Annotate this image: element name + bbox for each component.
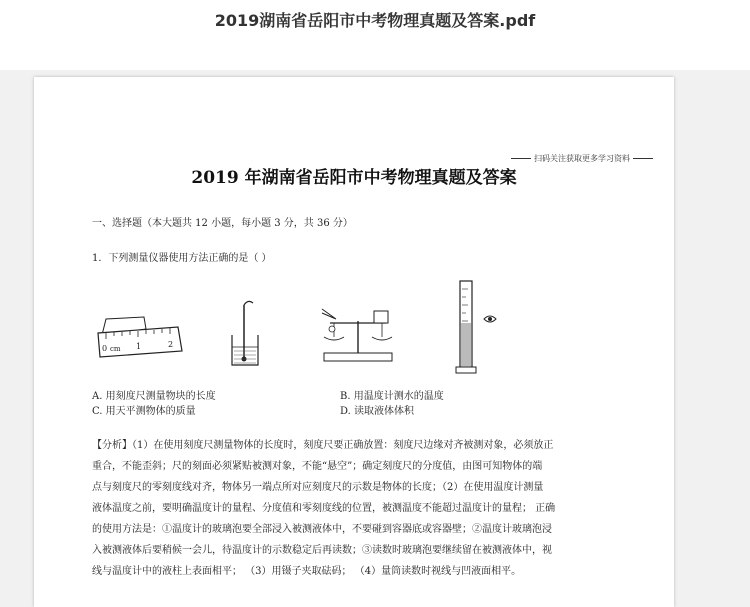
file-title: 2019湖南省岳阳市中考物理真题及答案.pdf [214, 11, 536, 30]
option-b: B. 用温度计测水的温度 [340, 391, 444, 402]
analysis-line-6: 入被测液体后要稍候一会儿，待温度计的示数稳定后再读数；③读数时玻璃泡要继续留在被测液体中，视 [92, 545, 552, 556]
balance-object [374, 311, 388, 323]
cylinder-liquid [461, 323, 471, 366]
header-dash-left [511, 158, 531, 159]
balance-left-pan [324, 337, 344, 340]
tweezers-icon [322, 309, 336, 319]
section-heading: 一、选择题（本大题共 12 小题，每小题 3 分，共 36 分） [92, 218, 353, 229]
ruler-one-label: 1 [136, 342, 142, 351]
cylinder-base [456, 367, 476, 373]
figure-cylinder [454, 279, 514, 379]
pdf-page [34, 77, 674, 607]
header-dash-right [633, 158, 653, 159]
analysis-line-1: 【分析】（1）在使用刻度尺测量物体的长度时，刻度尺要正确放置：刻度尺边缘对齐被测对象，必须放正 [92, 440, 554, 451]
thermometer-holder [244, 301, 253, 305]
balance-right-pan [372, 337, 392, 340]
ruler-zero-label: 0 [102, 344, 108, 353]
analysis-line-3: 点与刻度尺的零刻度线对齐，物体另一端点所对应刻度尺的示数是物体的长度；（2）在使用温度计测量 [92, 482, 544, 493]
viewer-toolbar [0, 0, 750, 70]
analysis-line-7: 线与温度计中的液柱上表面相平； （3）用镊子夹取砝码； （4）量筒读数时视线与凹液面相平。 [92, 566, 522, 577]
ruler-two-label: 2 [168, 340, 174, 349]
option-a: A. 用刻度尺测量物块的长度 [92, 391, 216, 402]
balance-base [324, 353, 392, 361]
document-title: 2019 年湖南省岳阳市中考物理真题及答案 [191, 168, 517, 188]
analysis-line-4: 液体温度之前，要明确温度计的量程、分度值和零刻度线的位置，被测温度不能超过温度计的量程； 正确 [92, 503, 556, 514]
analysis-line-5: 的使用方法是：①温度计的玻璃泡要全部浸入被测液体中，不要碰到容器底或容器壁；②温度计玻璃泡浸 [92, 524, 552, 535]
figure-balance [318, 303, 398, 365]
header-note-text: 扫码关注获取更多学习资料 [534, 154, 630, 163]
figure-ruler [94, 305, 194, 361]
analysis-line-2: 重合，不能歪斜；尺的刻面必须紧贴被测对象，不能“悬空”；确定刻度尺的分度值，由图可知物体的端 [92, 461, 543, 472]
option-c: C. 用天平测物体的质量 [92, 406, 196, 417]
option-d: D. 读取液体体积 [340, 406, 415, 417]
figure-thermometer [226, 299, 266, 369]
ruler-cm-label: cm [110, 345, 121, 353]
question-1: 1．下列测量仪器使用方法正确的是（ ） [92, 253, 272, 264]
